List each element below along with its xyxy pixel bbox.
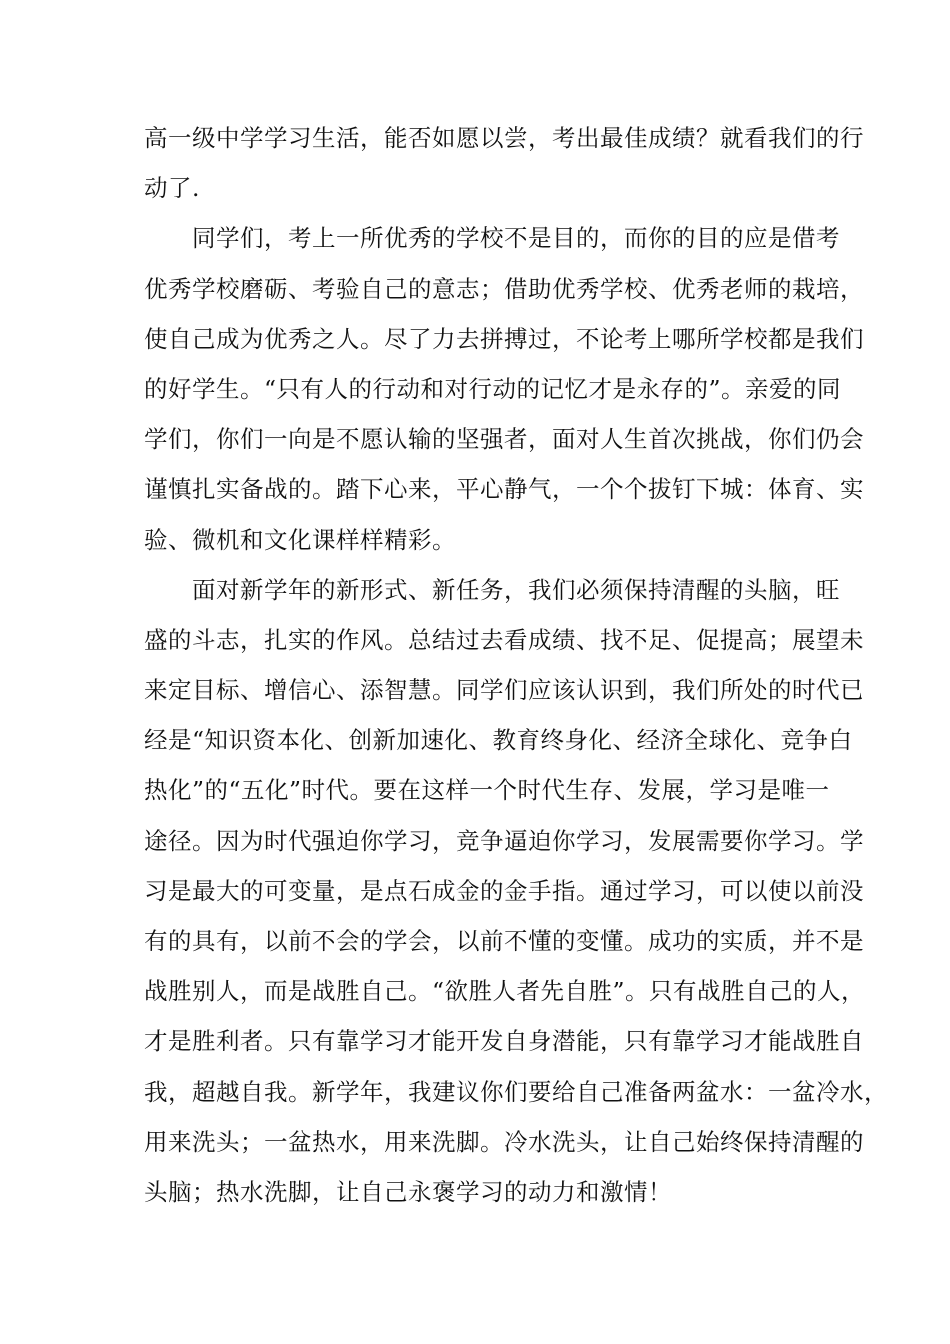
- text-line: 验、微机和文化课样样精彩。: [144, 525, 456, 554]
- text-line: 热化”的“五化”时代。要在这样一个时代生存、发展，学习是唯一: [144, 776, 830, 805]
- text-line: 我，超越自我。新学年，我建议你们要给自己准备两盆水：一盆冷水，: [144, 1077, 888, 1106]
- text-line: 的好学生。“只有人的行动和对行动的记忆才是永存的”。亲爱的同: [144, 374, 842, 403]
- text-line: 经是“知识资本化、创新加速化、教育终身化、经济全球化、竞争白: [144, 726, 853, 755]
- text-line: 高一级中学学习生活，能否如愿以尝，考出最佳成绩？就看我们的行: [144, 124, 864, 152]
- text-line: 同学们，考上一所优秀的学校不是目的，而你的目的应是借考: [192, 224, 840, 253]
- text-line: 途径。因为时代强迫你学习，竞争逼迫你学习，发展需要你学习。学: [144, 826, 864, 855]
- text-line: 用来洗头；一盆热水，用来洗脚。冷水洗头，让自己始终保持清醒的: [144, 1127, 864, 1156]
- text-line: 才是胜利者。只有靠学习才能开发自身潜能，只有靠学习才能战胜自: [144, 1027, 864, 1056]
- text-line: 使自己成为优秀之人。尽了力去拼搏过，不论考上哪所学校都是我们: [144, 324, 864, 353]
- text-line: 头脑；热水洗脚，让自己永褒学习的动力和激情！: [144, 1177, 672, 1206]
- text-line: 盛的斗志，扎实的作风。总结过去看成绩、找不足、促提高；展望未: [144, 625, 864, 654]
- text-line: 优秀学校磨砺、考验自己的意志；借助优秀学校、优秀老师的栽培，: [144, 274, 864, 303]
- document-body: [144, 113, 888, 1217]
- text-line: 谨慎扎实备战的。踏下心来，平心静气，一个个拔钉下城：体育、实: [144, 475, 864, 504]
- text-line: 动了.: [144, 174, 200, 203]
- text-line: 来定目标、增信心、添智慧。同学们应该认识到，我们所处的时代已: [144, 676, 864, 705]
- text-line: 面对新学年的新形式、新任务，我们必须保持清醒的头脑，旺: [192, 575, 840, 604]
- text-line: 有的具有，以前不会的学会，以前不懂的变懂。成功的实质，并不是: [144, 927, 864, 955]
- text-line: 战胜别人，而是战胜自己。“欲胜人者先自胜”。只有战胜自己的人，: [144, 977, 866, 1006]
- text-line: 学们，你们一向是不愿认输的坚强者，面对人生首次挑战，你们仍会: [144, 425, 864, 454]
- text-line: 习是最大的可变量，是点石成金的金手指。通过学习，可以使以前没: [144, 876, 864, 905]
